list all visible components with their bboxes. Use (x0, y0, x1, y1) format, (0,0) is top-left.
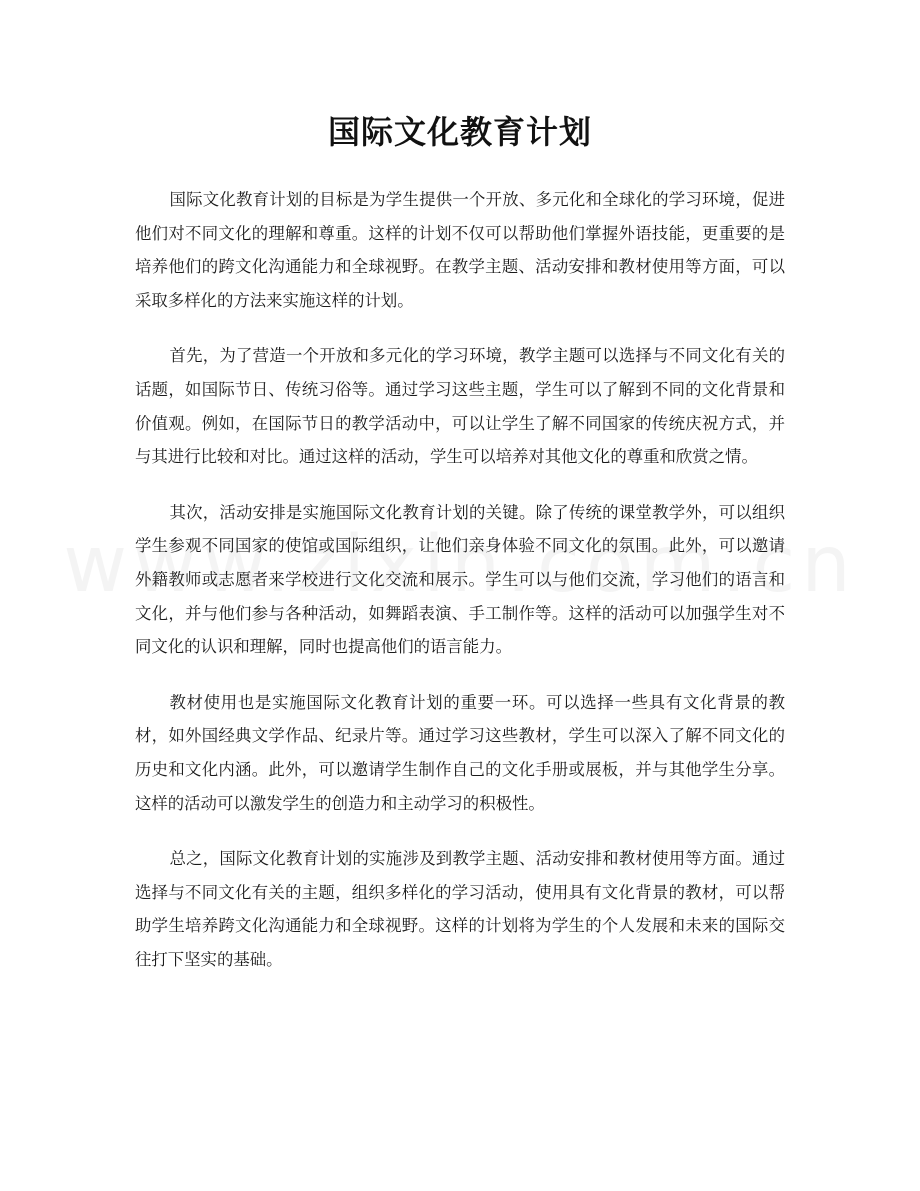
paragraph-materials: 教材使用也是实施国际文化教育计划的重要一环。可以选择一些具有文化背景的教材，如外国经典文学作品、纪录片等。通过学习这些教材，学生可以深入了解不同文化的历史和文化内涵。此外，可以邀请学生制作自己的文化手册或展板，并与其他学生分享。这样的活动可以激发学生的创造力和主动学习的积极性。 (135, 692, 785, 813)
document-body (135, 183, 785, 998)
document-title: 国际文化教育计划 (327, 113, 592, 151)
paragraph-conclusion: 总之，国际文化教育计划的实施涉及到教学主题、活动安排和教材使用等方面。通过选择与不同文化有关的主题，组织多样化的学习活动，使用具有文化背景的教材，可以帮助学生培养跨文化沟通能力和全球视野。这样的计划将为学生的个人发展和未来的国际交往打下坚实的基础。 (135, 849, 785, 969)
paragraph-activities: 其次，活动安排是实施国际文化教育计划的关键。除了传统的课堂教学外，可以组织学生参观不同国家的使馆或国际组织，让他们亲身体验不同文化的氛围。此外，可以邀请外籍教师或志愿者来学校进行文化交流和展示。学生可以与他们交流，学习他们的语言和文化，并与他们参与各种活动，如舞蹈表演、手工制作等。这样的活动可以加强学生对不同文化的认识和理解，同时也提高他们的语言能力。 (135, 502, 785, 657)
paragraph-intro: 国际文化教育计划的目标是为学生提供一个开放、多元化和全球化的学习环境，促进他们对不同文化的理解和尊重。这样的计划不仅可以帮助他们掌握外语技能，更重要的是培养他们的跨文化沟通能力和全球视野。在教学主题、活动安排和教材使用等方面，可以采取多样化的方法来实施这样的计划。 (135, 190, 785, 310)
paragraph-teaching-topics: 首先，为了营造一个开放和多元化的学习环境，教学主题可以选择与不同文化有关的话题，如国际节日、传统习俗等。通过学习这些主题，学生可以了解到不同的文化背景和价值观。例如，在国际节日的教学活动中，可以让学生了解不同国家的传统庆祝方式，并与其进行比较和对比。通过这样的活动，学生可以培养对其他文化的尊重和欣赏之情。 (135, 346, 785, 467)
